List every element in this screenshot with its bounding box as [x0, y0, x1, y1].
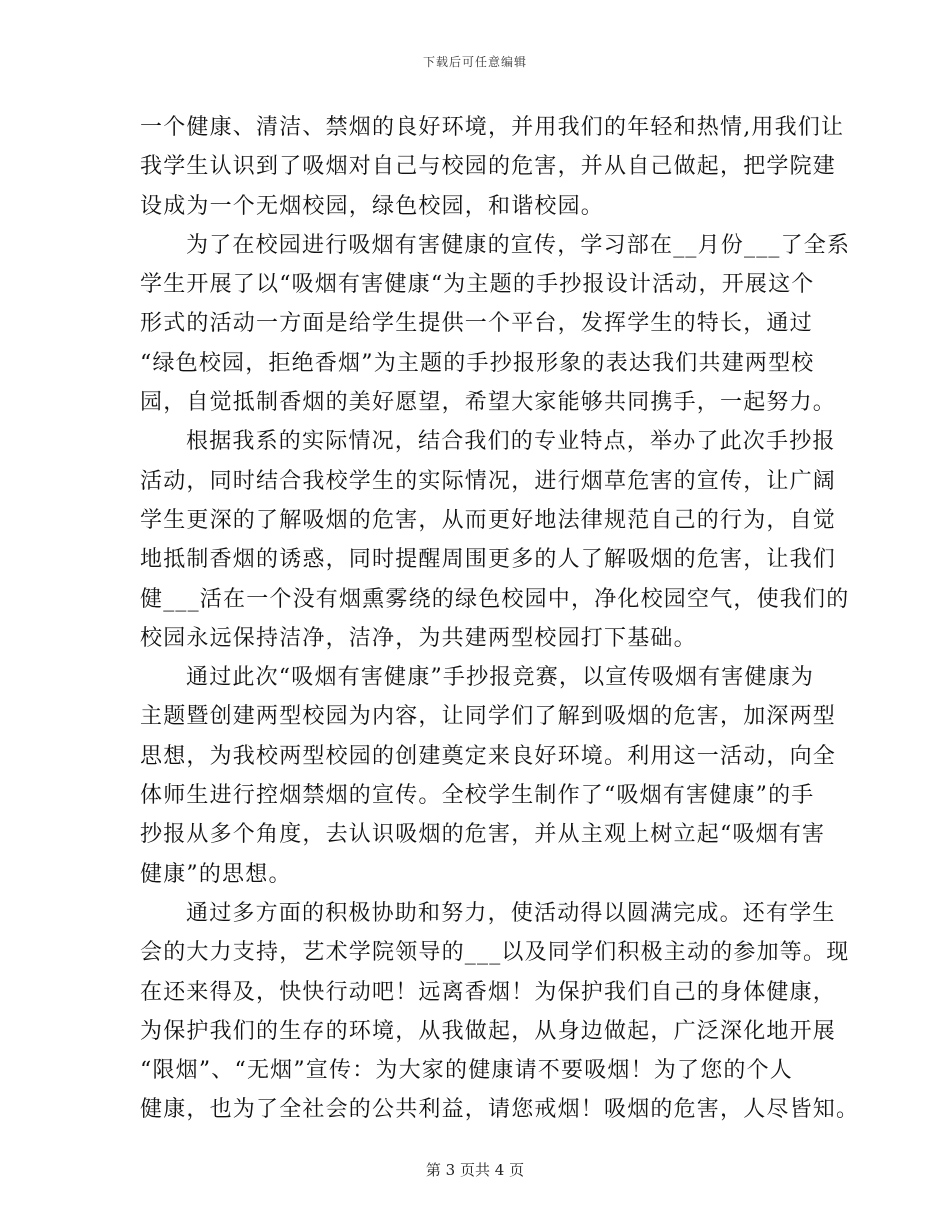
text-line: 抄报从多个角度，去认识吸烟的危害，并从主观上树立起“吸烟有害: [140, 822, 826, 848]
text-line: “限烟”、“无烟”宣传：为大家的健康请不要吸烟！为了您的个人: [140, 1058, 793, 1084]
text-line: 健康”的思想。: [140, 861, 292, 887]
text-line: 活动，同时结合我校学生的实际情况，进行烟草危害的宣传，让广阔: [140, 468, 837, 494]
text-line: “绿色校园，拒绝香烟”为主题的手抄报形象的表达我们共建两型校: [140, 350, 815, 376]
text-line: 设成为一个无烟校园，绿色校园，和谐校园。: [140, 193, 605, 219]
page-number: 第 3 页共 4 页: [425, 1161, 525, 1179]
text-line: 为保护我们的生存的环境，从我做起，从身边做起，广泛深化地开展: [140, 1018, 837, 1044]
text-line: 学生开展了以“吸烟有害健康“为主题的手抄报设计活动，开展这个: [140, 272, 815, 298]
text-line: 园，自觉抵制香烟的美好愿望，希望大家能够共同携手，一起努力。: [140, 390, 837, 416]
text-line: 学生更深的了解吸烟的危害，从而更好地法律规范自己的行为，自觉: [140, 507, 837, 533]
text-line: 校园永远保持洁净，洁净，为共建两型校园打下基础。: [140, 625, 697, 651]
text-line: 会的大力支持，艺术学院领导的___以及同学们积极主动的参加等。现: [140, 940, 850, 966]
text-line: 我学生认识到了吸烟对自己与校园的危害，并从自己做起，把学院建: [140, 154, 837, 180]
header-note: 下载后可任意编辑: [422, 55, 527, 69]
text-line: 主题暨创建两型校园为内容，让同学们了解到吸烟的危害，加深两型: [140, 704, 837, 730]
text-line: 健___活在一个没有烟熏雾绕的绿色校园中，净化校园空气，使我们的: [140, 586, 850, 612]
text-line: 体师生进行控烟禁烟的宣传。全校学生制作了“吸烟有害健康”的手: [140, 783, 815, 809]
paragraph-start-line: 通过多方面的积极协助和努力，使活动得以圆满完成。还有学生: [186, 900, 836, 926]
text-line: 一个健康、清洁、禁烟的良好环境，并用我们的年轻和热情,用我们让: [140, 115, 845, 140]
paragraph-start-line: 根据我系的实际情况，结合我们的专业特点，举办了此次手抄报: [186, 429, 836, 455]
text-line: 在还来得及，快快行动吧！远离香烟！为保护我们自己的身体健康，: [140, 979, 837, 1005]
body-text: [140, 108, 860, 1130]
text-line: 形式的活动一方面是给学生提供一个平台，发挥学生的特长，通过: [140, 311, 813, 337]
paragraph-start-line: 通过此次“吸烟有害健康”手抄报竞赛，以宣传吸烟有害健康为: [186, 665, 815, 691]
text-line: 思想，为我校两型校园的创建奠定来良好环境。利用这一活动，向全: [140, 743, 837, 769]
paragraph-start-line: 为了在校园进行吸烟有害健康的宣传，学习部在__月份___了全系: [186, 232, 851, 258]
text-line: 健康，也为了全社会的公共利益，请您戒烟！吸烟的危害，人尽皆知。: [140, 1097, 860, 1123]
text-line: 地抵制香烟的诱惑，同时提醒周围更多的人了解吸烟的危害，让我们: [140, 547, 837, 573]
